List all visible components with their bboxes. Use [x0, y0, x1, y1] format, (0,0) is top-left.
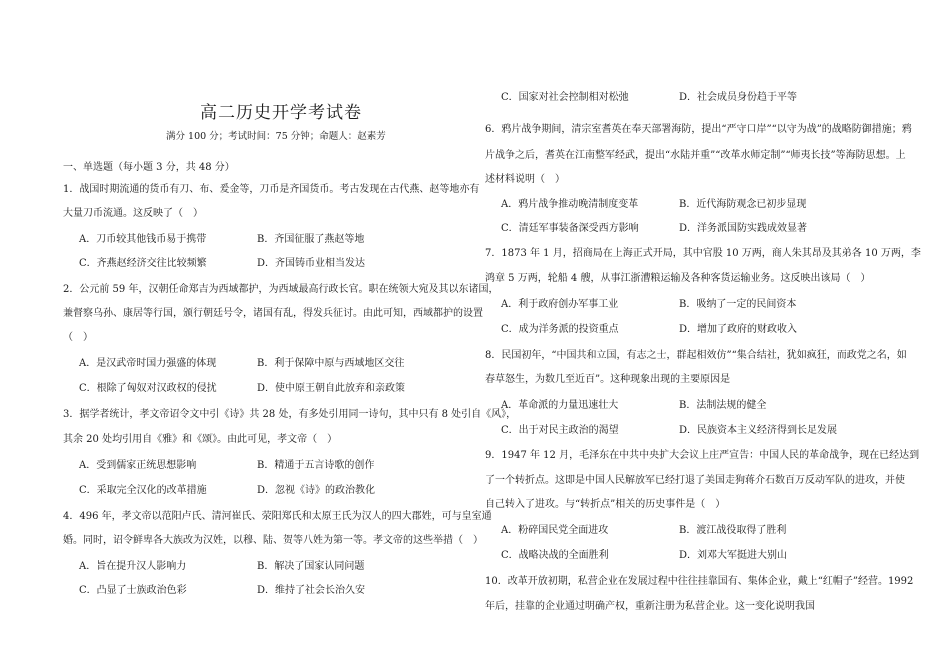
q9-line-3: 自己转入了进攻。与“转折点”相关的历史事件是（ ）	[485, 499, 726, 510]
q3-line-1: 3．据学者统计，孝文帝诏令文中引《诗》共 28 处，有多处引用同一诗句，其中只有 8 处引自《风》，	[63, 409, 517, 420]
q6-option-a[interactable]: A．鸦片战争推动晚清制度变革	[501, 199, 639, 210]
q6-option-d[interactable]: D．洋务派国防实践成效显著	[679, 223, 808, 234]
q1-option-a[interactable]: A．刀币较其他钱币易于携带	[79, 234, 207, 245]
q6-option-c[interactable]: C．清廷军事装备深受西方影响	[501, 223, 639, 234]
q5-option-c[interactable]: C．国家对社会控制相对松弛	[501, 92, 629, 103]
q1-line-1: 1．战国时期流通的货币有刀、布、爰金等，刀币是齐国货币。考古发现在古代燕、赵等地亦有	[63, 184, 480, 195]
q8-line-1: 8．民国初年，“中国共和立国，有志之士，群起相效仿”“集合结社，犹如疯狂，而政党之名，如	[485, 350, 907, 361]
q3-option-c[interactable]: C．采取完全汉化的改革措施	[79, 485, 207, 496]
q3-option-b[interactable]: B．精通于五言诗歌的创作	[257, 460, 375, 471]
q7-line-1: 7．1873 年 1 月，招商局在上海正式开局，其中官股 10 万两，商人朱其昂及其弟各 10 万两，李	[485, 248, 921, 259]
q2-option-b[interactable]: B．利于保障中原与西域地区交往	[257, 358, 405, 369]
q9-line-1: 9．1947 年 12 月，毛泽东在中共中央扩大会议上庄严宣告：中国人民的革命战争，现在已经达到	[485, 450, 920, 461]
q3-option-a[interactable]: A．受到儒家正统思想影响	[79, 460, 197, 471]
q6-line-3: 述材料说明（ ）	[485, 174, 565, 185]
q1-line-2: 大量刀币流通。这反映了（ ）	[63, 208, 203, 219]
q2-option-a[interactable]: A．是汉武帝时国力强盛的体现	[79, 358, 217, 369]
q2-option-d[interactable]: D．使中原王朝自此放弃和亲政策	[257, 383, 406, 394]
q3-option-d[interactable]: D．忽视《诗》的政治教化	[257, 485, 376, 496]
q7-option-a[interactable]: A．利于政府创办军事工业	[501, 299, 619, 310]
q9-option-a[interactable]: A．粉碎国民党全面进攻	[501, 525, 609, 536]
section-heading: 一、单选题（每小题 3 分，共 48 分）	[63, 162, 235, 173]
q1-option-c[interactable]: C．齐燕赵经济交往比较频繁	[79, 258, 207, 269]
q4-option-d[interactable]: D．维持了社会长治久安	[257, 585, 366, 596]
q8-line-2: 春草怒生，为数几至近百”。这种现象出现的主要原因是	[485, 374, 731, 385]
q8-option-a[interactable]: A．革命派的力量迅速壮大	[501, 400, 619, 411]
q10-line-1: 10．改革开放初期，私营企业在发展过程中往往挂靠国有、集体企业，戴上“红帽子”经营。1992	[485, 576, 914, 587]
q1-option-b[interactable]: B．齐国征服了燕赵等地	[257, 234, 365, 245]
q4-line-2: 婚。同时，诏令鲜卑各大族改为汉姓，以穆、陆、贺等八姓为第一等。孝文帝的这些举措（ ）	[63, 535, 483, 546]
q9-line-2: 了一个转折点。这即是中国人民解放军已经打退了美国走狗蒋介石数百万反动军队的进攻，并使	[485, 475, 905, 486]
q6-line-1: 6．鸦片战争期间，清宗室耆英在奉天部署海防，提出“严守口岸”“以守为战”的战略防御措施；鸦	[485, 124, 912, 135]
q7-option-c[interactable]: C．成为洋务派的投资重点	[501, 324, 619, 335]
q4-option-c[interactable]: C．凸显了士族政治色彩	[79, 585, 187, 596]
q2-line-1: 2．公元前 59 年，汉朝任命郑吉为西域都护，为西域最高行政长官。职在统领大宛及其以东诸国，	[63, 284, 499, 295]
exam-info: 满分 100 分；考试时间：75 分钟；命题人：赵素芳	[166, 131, 386, 142]
q1-option-d[interactable]: D．齐国铸币业相当发达	[257, 258, 366, 269]
q10-line-2: 年后，挂靠的企业通过明确产权，重新注册为私营企业。这一变化说明我国	[485, 601, 815, 612]
q7-line-2: 鸿章 5 万两，轮船 4 艘，从事江浙漕粮运输及各种客货运输业务。这反映出该局（ ）	[485, 273, 871, 284]
q2-option-c[interactable]: C．根除了匈奴对汉政权的侵扰	[79, 383, 217, 394]
q4-option-a[interactable]: A．旨在提升汉人影响力	[79, 561, 187, 572]
q9-option-c[interactable]: C．战略决战的全面胜利	[501, 550, 609, 561]
q8-option-b[interactable]: B．法制法规的健全	[679, 400, 767, 411]
q6-line-2: 片战争之后，耆英在江南整军经武，提出“水陆并重”“改革水师定制”“师夷长技”等海防思想。上	[485, 150, 906, 161]
q4-line-1: 4．496 年，孝文帝以范阳卢氏、清河崔氏、荥阳郑氏和太原王氏为汉人的四大郡姓，可与皇室通	[63, 511, 492, 522]
q3-line-2: 其余 20 处均引用自《雅》和《颂》。由此可见，孝文帝（ ）	[63, 434, 338, 445]
q4-option-b[interactable]: B．解决了国家认同问题	[257, 561, 365, 572]
q6-option-b[interactable]: B．近代海防观念已初步显现	[679, 199, 807, 210]
q2-line-3: （ ）	[63, 332, 93, 343]
q5-option-d[interactable]: D．社会成员身份趋于平等	[679, 92, 798, 103]
q9-option-d[interactable]: D．刘邓大军挺进大别山	[679, 550, 788, 561]
q7-option-b[interactable]: B．吸纳了一定的民间资本	[679, 299, 797, 310]
q8-option-d[interactable]: D．民族资本主义经济得到长足发展	[679, 425, 838, 436]
q7-option-d[interactable]: D．增加了政府的财政收入	[679, 324, 798, 335]
q9-option-b[interactable]: B．渡江战役取得了胜利	[679, 525, 787, 536]
q2-line-2: 兼督察乌孙、康居等行国，颁行朝廷号令，诸国有乱，得发兵征讨。由此可知，西域都护的设置	[63, 308, 483, 319]
page-title: 高二历史开学考试卷	[200, 103, 362, 123]
q8-option-c[interactable]: C．出于对民主政治的渴望	[501, 425, 619, 436]
